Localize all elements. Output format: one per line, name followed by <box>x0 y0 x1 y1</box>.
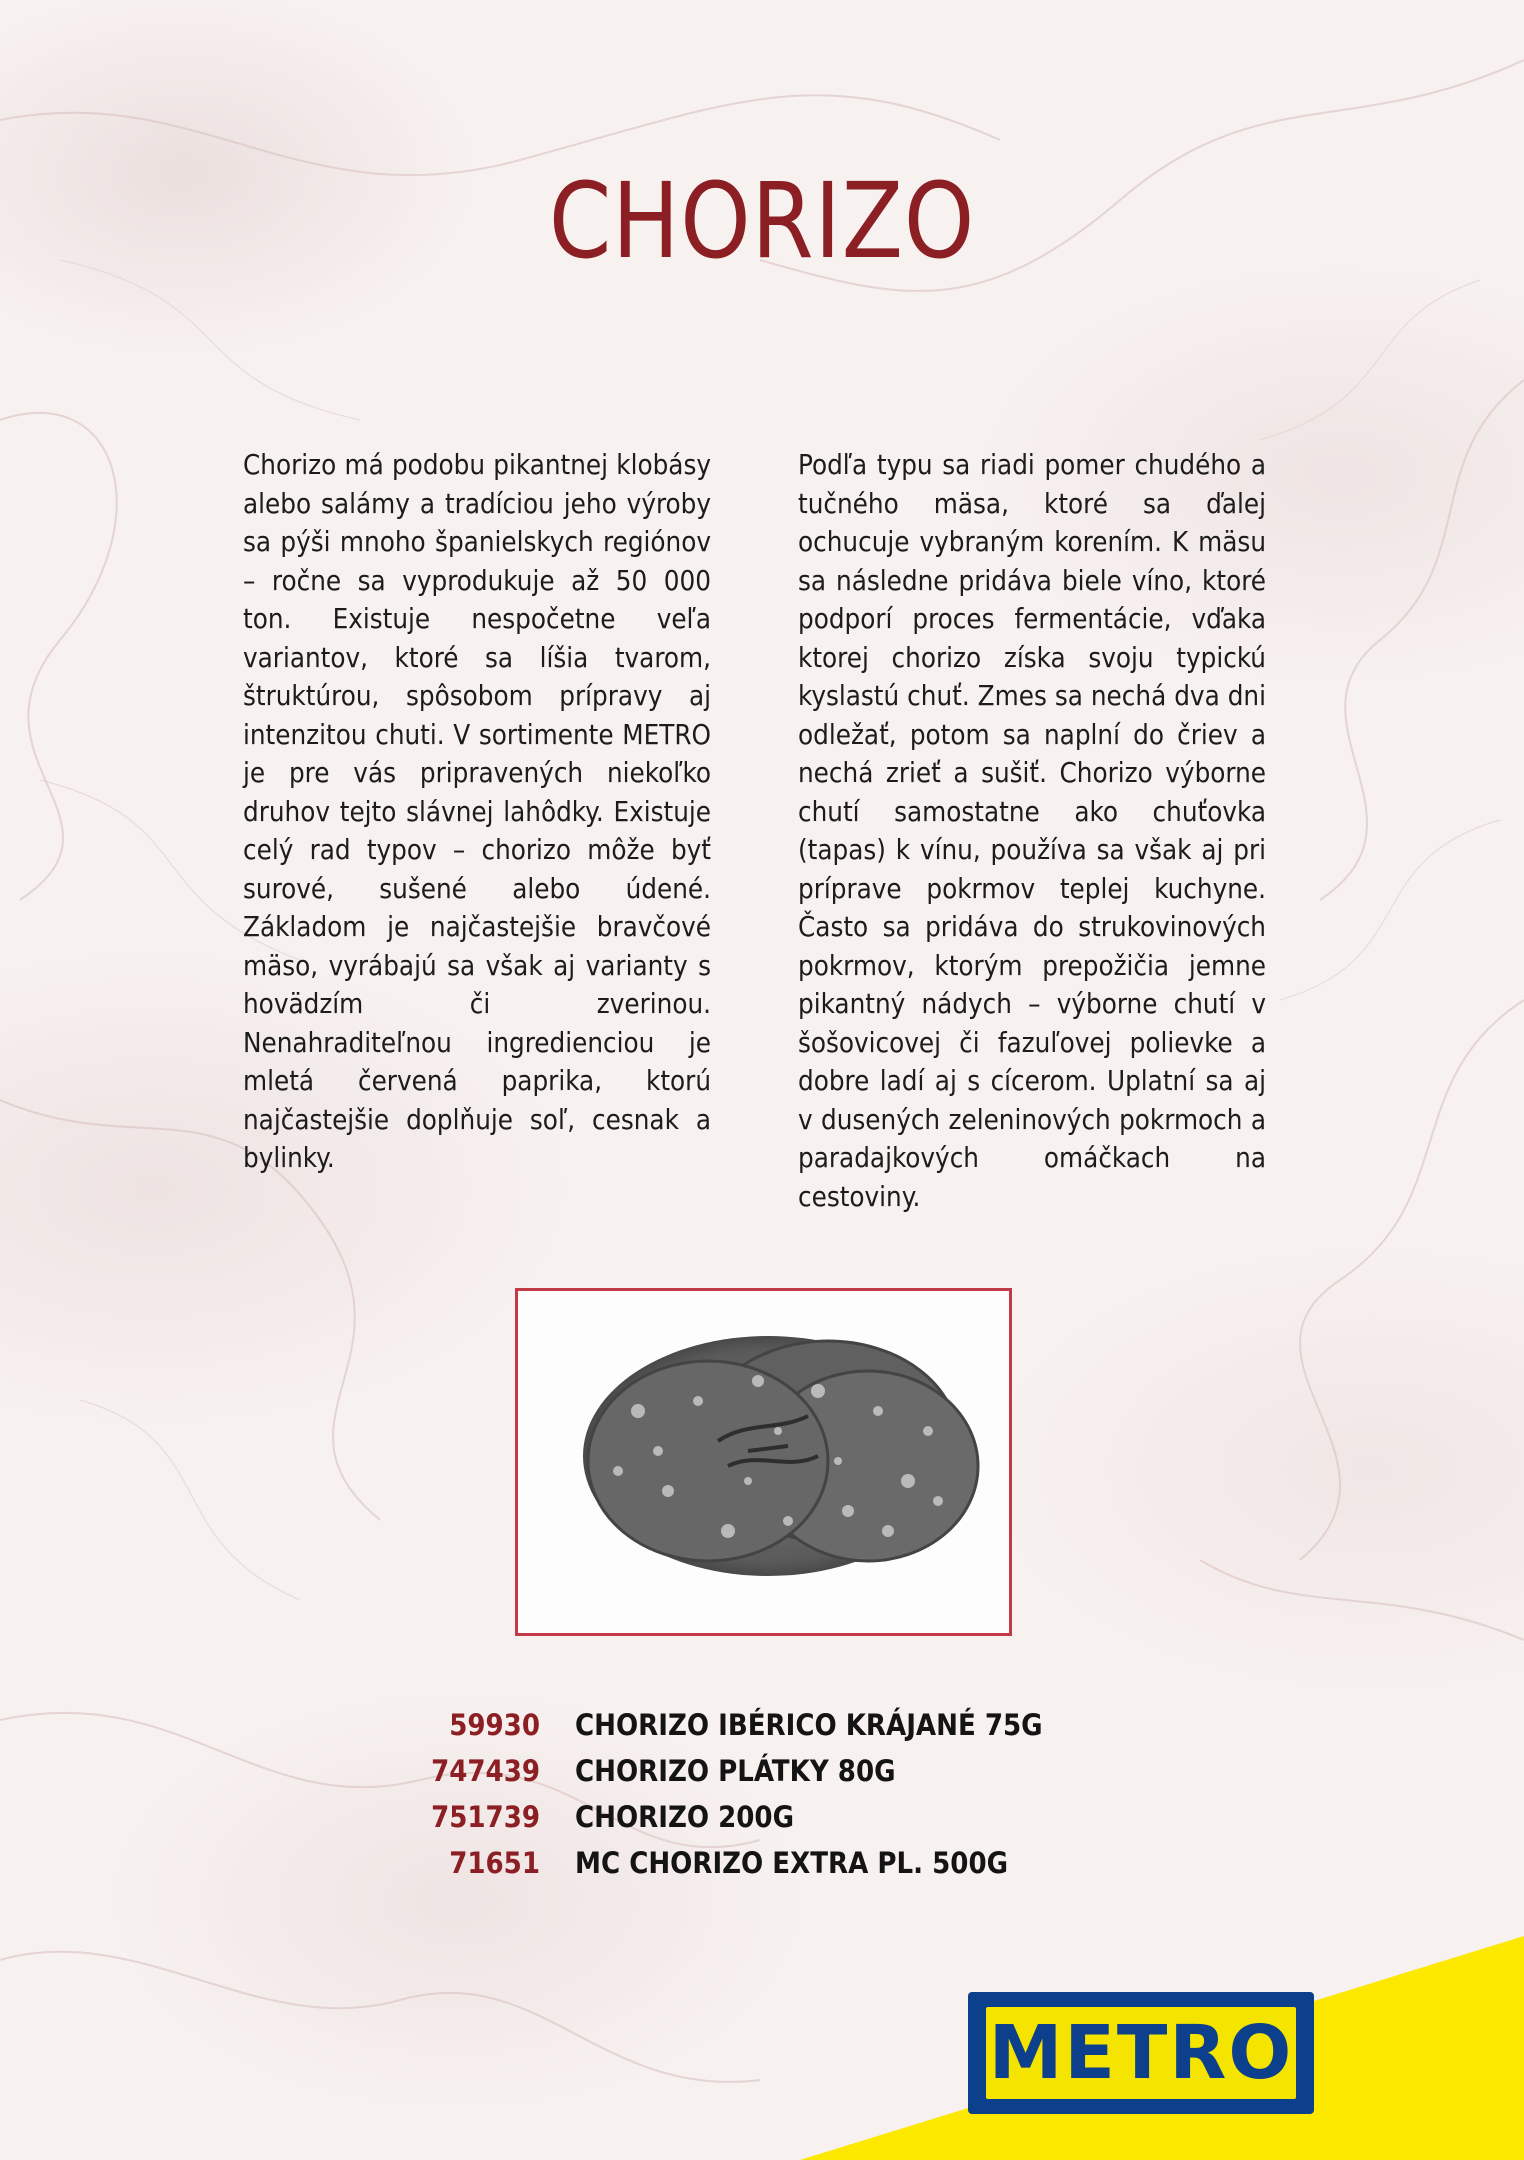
product-name: CHORIZO IBÉRICO KRÁJANÉ 75G <box>575 1708 1043 1742</box>
chorizo-slices-image <box>518 1291 1009 1633</box>
product-row <box>380 1846 1080 1892</box>
product-name: CHORIZO PLÁTKY 80G <box>575 1754 896 1788</box>
product-list <box>380 1708 1080 1892</box>
product-name: CHORIZO 200G <box>575 1800 794 1834</box>
text-column-right: Podľa typu sa riadi pomer chudého a tučného mäsa, ktoré sa ďalej ochucuje vybraným korením. K mäsu sa následne pridáva biele víno, ktoré podporí proces fermentácie, vďaka ktorej chorizo získa svoju typickú kyslastú chuť. Zmes sa nechá dva dni odležať, potom sa naplní do čriev a nechá zrieť a sušiť. Chorizo výborne chutí samostatne ako chuťovka (tapas) k vínu, používa sa však aj pri príprave pokrmov teplej kuchyne. Často sa pridáva do strukovinových pokrmov, ktorým prepožičia jemne pikantný nádych – výborne chutí v šošovicovej či fazuľovej polievke a dobre ladí aj s cícerom. Uplatní sa aj v dusených zeleninových pokrmoch a paradajkových omáčkach na cestoviny. <box>798 449 1266 1213</box>
product-code: 747439 <box>431 1754 540 1788</box>
page-title: CHORIZO <box>548 160 976 282</box>
product-code: 71651 <box>449 1846 540 1880</box>
metro-logo <box>968 1992 1314 2114</box>
product-row <box>380 1754 1080 1800</box>
product-photo <box>515 1288 1012 1636</box>
product-row <box>380 1708 1080 1754</box>
product-code: 751739 <box>431 1800 540 1834</box>
text-column-left: Chorizo má podobu pikantnej klobásy alebo salámy a tradíciou jeho výroby sa pýši mnoho španielskych regiónov – ročne sa vyprodukuje až 50 000 ton. Existuje nespočetne veľa variantov, ktoré sa líšia tvarom, štruktúrou, spôsobom prípravy aj intenzitou chuti. V sortimente METRO je pre vás pripravených niekoľko druhov tejto slávnej lahôdky. Existuje celý rad typov – chorizo môže byť surové, sušené alebo údené. Základom je najčastejšie bravčové mäso, vyrábajú sa však aj varianty s hovädzím či zverinou. Nenahraditeľnou ingredienciou je mletá červená paprika, ktorú najčastejšie doplňuje soľ, cesnak a bylinky. <box>243 449 711 1174</box>
metro-logo-text: METRO <box>986 2007 1296 2099</box>
product-row <box>380 1800 1080 1846</box>
product-code: 59930 <box>449 1708 540 1742</box>
product-name: MC CHORIZO EXTRA PL. 500G <box>575 1846 1009 1880</box>
